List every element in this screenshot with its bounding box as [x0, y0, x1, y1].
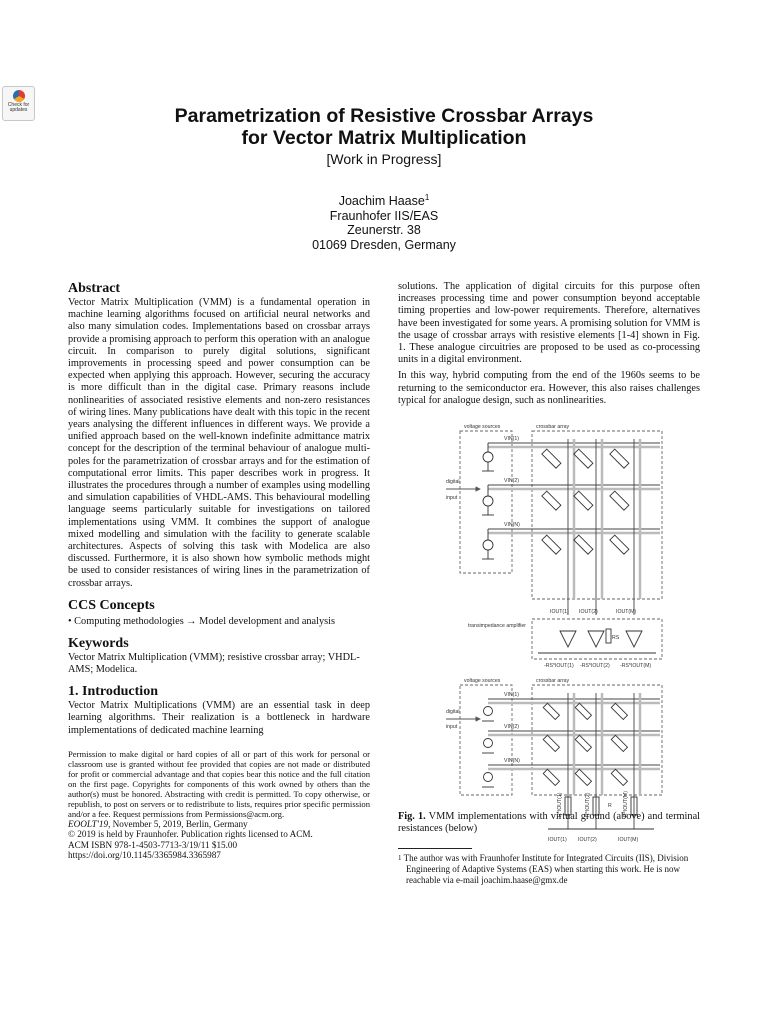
top-tia-label: transimpedance amplifier: [468, 623, 526, 630]
bottom-vin-n: VIN(N): [504, 758, 520, 765]
right-column: [398, 281, 700, 886]
copyright-line: © 2019 is held by Fraunhofer. Publication rights licensed to ACM.: [68, 829, 313, 840]
top-rs-label: RS: [612, 635, 620, 642]
footnote: [398, 853, 700, 885]
figure-1-caption-text: VMM implementations with virtual ground (above) and terminal resistances (below): [398, 811, 700, 835]
doi-link[interactable]: https://doi.org/10.1145/3365984.3365987: [68, 850, 221, 861]
author-name-text: Joachim Haase: [338, 194, 425, 209]
keywords-text: Vector Matrix Multiplication (VMM); resistive crossbar array; VHDL-AMS; Modelica.: [68, 651, 360, 676]
top-vin-2: VIN(2): [504, 478, 519, 485]
paper-subtitle: [Work in Progress]: [326, 151, 442, 167]
permission-notice: Permission to make digital or hard copies of all or part of this work for personal or classroom use is granted without fee provided that copies are not made or distributed for profit or commercial advantage and that copies bear this notice and the full citation on the first page. Copyrights for components of this work owned by others than the author(s) must be honored. Abstracting with credit is permitted. To copy otherwise, or republish, to post on servers or to redistribute to lists, requires prior specific permission and/or a fee. Request permissions from Permissions@acm.org.: [68, 748, 370, 819]
top-vout-1: -RS*IOUT(1): [544, 663, 574, 670]
left-column: [68, 281, 370, 861]
bottom-vin-1: VIN(1): [504, 692, 519, 699]
introduction-heading: 1. Introduction: [68, 684, 158, 700]
figure-1-caption: [398, 811, 700, 835]
top-iout-m: IOUT(M): [616, 609, 637, 616]
author-affiliation: Fraunhofer IIS/EAS: [329, 208, 439, 223]
figure-bottom-schematic: [446, 685, 662, 829]
footnote-text: The author was with Fraunhofer Institute for Integrated Circuits (IIS), Division Engineering of Adaptive Systems (EAS) when starting this work. He is now reachable via e-mail joachim.haase@gmx.de: [403, 853, 689, 886]
ccs-text: • Computing methodologies → Model development and analysis: [68, 615, 335, 627]
isbn-line: ACM ISBN 978-1-4503-7713-3/19/11 $15.00: [68, 839, 238, 850]
bottom-crossbar-array-label: crossbar array: [536, 678, 570, 685]
top-vout-m: -RS*IOUT(M): [620, 663, 652, 670]
bottom-vin-2: VIN(2): [504, 724, 519, 731]
top-vin-n: VIN(N): [504, 522, 520, 529]
paper-title: [0, 102, 768, 149]
conference-details: , November 5, 2019, Berlin, Germany: [108, 818, 248, 829]
crossmark-icon: [13, 90, 25, 102]
top-voltage-sources-label: voltage sources: [464, 424, 501, 431]
top-vin-1: VIN(1): [504, 436, 519, 443]
figure-1-caption-label: Fig. 1.: [398, 811, 426, 823]
top-input-label: input: [446, 495, 458, 502]
abstract-text: Vector Matrix Multiplication (VMM) is a fundamental operation in machine learning algorithms focused on artificial neural networks and also many simulation codes. Implementations based on crossbar arrays provide a promising approach to perform this operation with an analogue circuit. In comparison to purely digital solutions, significant improvements in processing speed and power consumption can be expected when applying this approach. However, securing the accuracy is more difficult than in the digital case. Primary reasons include nonlinearities of associated resistive elements and non-zero resistances of wiring lines. Many publications have dealt with this topic in the recent years analysing the different influences in different ways. We provide a unified approach based on the well-known indefinite admittance matrix concept for the description of the terminal behaviour of analogue multi-poles for the parametrization of crossbar arrays and for the estimation of computational error limits. This paper describes work in progress. It illustrates the procedures through a number of examples using modelling and simulation capabilities of VHDL-AMS. This behavioural modelling language seems particularly suitable for investigations on tailored implementations using VMM. It combines the support of analogue mixed modelling and simulation with the facility to generate scalable architectures. Aspects of solving this task with Modelica are also discussed. Furthermore, it is also shown how symbolic methods might be used to consider resistances of wiring lines in the parametrization of crossbar arrays.: [68, 297, 370, 589]
abstract-heading: Abstract: [68, 281, 121, 296]
title-line-1: Parametrization of Resistive Crossbar Arrays: [174, 105, 594, 127]
bottom-input-label: input: [446, 724, 458, 731]
bottom-voltage-sources-label: voltage sources: [464, 678, 501, 685]
author-footnote-mark: 1: [424, 193, 430, 202]
author-name: [0, 191, 768, 209]
bottom-iout-1: IOUT(1): [548, 837, 567, 844]
author-street: Zeunerstr. 38: [347, 223, 421, 238]
conference-name: EOOLT'19: [68, 818, 109, 829]
keywords-heading: Keywords: [68, 635, 129, 651]
top-iout-1: IOUT(1): [550, 609, 569, 616]
bottom-rterm-1: R*IOUT(1): [557, 792, 563, 818]
right-paragraph-2: In this way, hybrid computing from the end of the 1960s seems to be returning to the semiconductor era. However, this also raises challenges typical for analogue design, such as nonlinearities.: [398, 370, 700, 406]
introduction-text: Vector Matrix Multiplications (VMM) are an essential task in deep learning algorithms. Their realization is a bottleneck in hardware implementations of dedicated machine learning: [68, 700, 370, 736]
footnote-rule: [398, 848, 472, 849]
bottom-digital-label: digital: [446, 709, 460, 716]
bottom-iout-2: IOUT(2): [578, 837, 597, 844]
bottom-r-label: R: [608, 803, 612, 810]
title-line-2: for Vector Matrix Multiplication: [241, 127, 527, 149]
top-digital-label: digital: [446, 479, 460, 486]
badge-label: Check for updates: [7, 102, 30, 113]
author-block: [0, 191, 768, 252]
right-paragraph-1: solutions. The application of digital circuits for this purpose often increases processing time and power consumption beyond acceptable timing properties and low-power requirements. Therefore, alternatives have been investigated for some years. A promising solution for VMM is the usage of crossbar arrays with resistive elements [1-4] shown in Fig. 1. These analogue circuitries are proposed to be used as co-processing units in a digital environment.: [398, 281, 700, 366]
bottom-rterm-m: R*IOUT(M): [623, 791, 629, 818]
footnote-mark: 1: [398, 854, 402, 863]
top-vout-2: -RS*IOUT(2): [580, 663, 610, 670]
conference-line: [68, 819, 370, 829]
ccs-heading: CCS Concepts: [68, 597, 155, 613]
top-iout-2: IOUT(2): [579, 609, 598, 616]
top-crossbar-array-label: crossbar array: [536, 424, 570, 431]
bottom-rterm-2: R*IOUT(2): [585, 792, 591, 818]
bottom-iout-m: IOUT(M): [618, 837, 639, 844]
author-city: 01069 Dresden, Germany: [312, 237, 456, 252]
publication-meta: [68, 819, 370, 861]
